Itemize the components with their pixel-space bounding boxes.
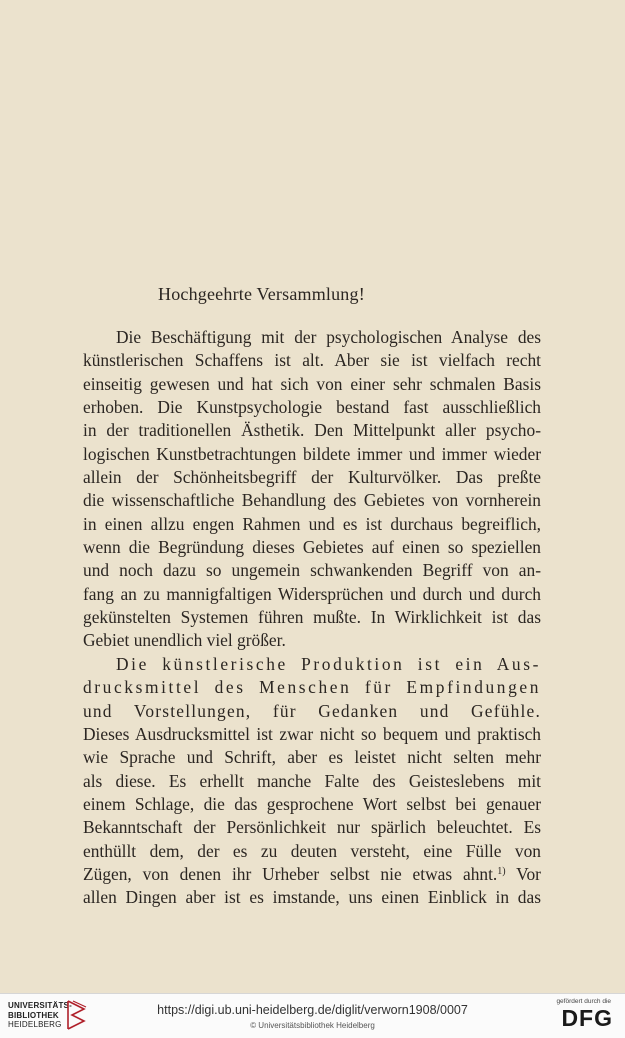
permalink-url[interactable]: https://digi.ub.uni-heidelberg.de/diglit/verworn1908/0007 bbox=[157, 1003, 468, 1017]
text-line-with-footnote bbox=[83, 863, 541, 886]
text-line: logischen Kunstbetrachtungen bildete immer und immer wieder bbox=[83, 443, 541, 464]
salutation-heading: Hochgeehrte Versammlung! bbox=[158, 284, 365, 304]
text-line: Die künstlerische Produktion ist ein Aus- bbox=[116, 653, 541, 674]
text-line: Bekanntschaft der Persönlichkeit nur spärlich beleuchtet. Es bbox=[83, 817, 541, 838]
text-line: drucksmittel des Menschen für Empfindungen bbox=[83, 677, 541, 698]
text-line: die wissenschaftliche Behandlung des Gebietes von vornherein bbox=[83, 490, 541, 511]
funding-label: gefördert durch die bbox=[556, 998, 611, 1005]
text-line: in einen allzu engen Rahmen und es ist durchaus begreiflich, bbox=[83, 513, 541, 534]
text-line: enthüllt dem, der es zu deuten versteht, eine Fülle von bbox=[83, 840, 541, 861]
dfg-logo[interactable]: DFG bbox=[561, 1005, 613, 1031]
library-name-line2: BIBLIOTHEK bbox=[8, 1010, 59, 1020]
text-line: in der traditionellen Ästhetik. Den Mittelpunkt aller psycho- bbox=[83, 420, 541, 441]
text-line: gekünstelten Systemen führen mußte. In Wirklichkeit ist das bbox=[83, 607, 541, 628]
text-line: einem Schlage, die das gesprochene Wort selbst bei genauer bbox=[83, 793, 541, 814]
footnote-marker[interactable]: 1) bbox=[497, 865, 506, 877]
text-line: und Vorstellungen, für Gedanken und Gefühle. bbox=[83, 700, 541, 721]
text-line: als diese. Es erhellt manche Falte des Geisteslebens mit bbox=[83, 770, 541, 791]
text-line: Die Beschäftigung mit der psychologischen Analyse des bbox=[116, 327, 541, 347]
text-line: allen Dingen aber ist es imstande, uns einen Einblick in das bbox=[83, 887, 541, 908]
library-name-line1: UNIVERSITÄTS- bbox=[8, 1001, 72, 1010]
text-line: wenn die Begründung dieses Gebietes auf einen so speziellen bbox=[83, 537, 541, 558]
body-text bbox=[83, 326, 541, 910]
text-line: fang an zu mannigfaltigen Widersprüchen und durch und durch bbox=[83, 583, 541, 604]
text-line: wie Sprache und Schrift, aber es leistet nicht selten mehr bbox=[83, 747, 541, 768]
text-line-end: Vor bbox=[516, 863, 541, 884]
library-name-line3: HEIDELBERG bbox=[8, 1020, 62, 1029]
text-line: allein der Schönheitsbegriff der Kulturvölker. Das preßte bbox=[83, 467, 541, 488]
text-line: einseitig gewesen und hat sich von einer sehr schmalen Basis bbox=[83, 373, 541, 394]
text-line: erhoben. Die Kunstpsychologie bestand fast ausschließlich bbox=[83, 397, 541, 418]
text-line: und noch dazu so ungemein schwankenden Begriff von an- bbox=[83, 560, 541, 581]
copyright-notice: © Universitätsbibliothek Heidelberg bbox=[250, 1021, 375, 1030]
text-line-start: Zügen, von denen ihr Urheber selbst nie etwas ahnt. bbox=[83, 863, 498, 884]
text-line: Dieses Ausdrucksmittel ist zwar nicht so bequem und praktisch bbox=[83, 723, 541, 744]
footer-bar bbox=[0, 993, 625, 1038]
text-line: Gebiet unendlich viel größer. bbox=[83, 630, 286, 651]
text-line: künstlerischen Schaffens ist alt. Aber sie ist vielfach recht bbox=[83, 350, 541, 371]
